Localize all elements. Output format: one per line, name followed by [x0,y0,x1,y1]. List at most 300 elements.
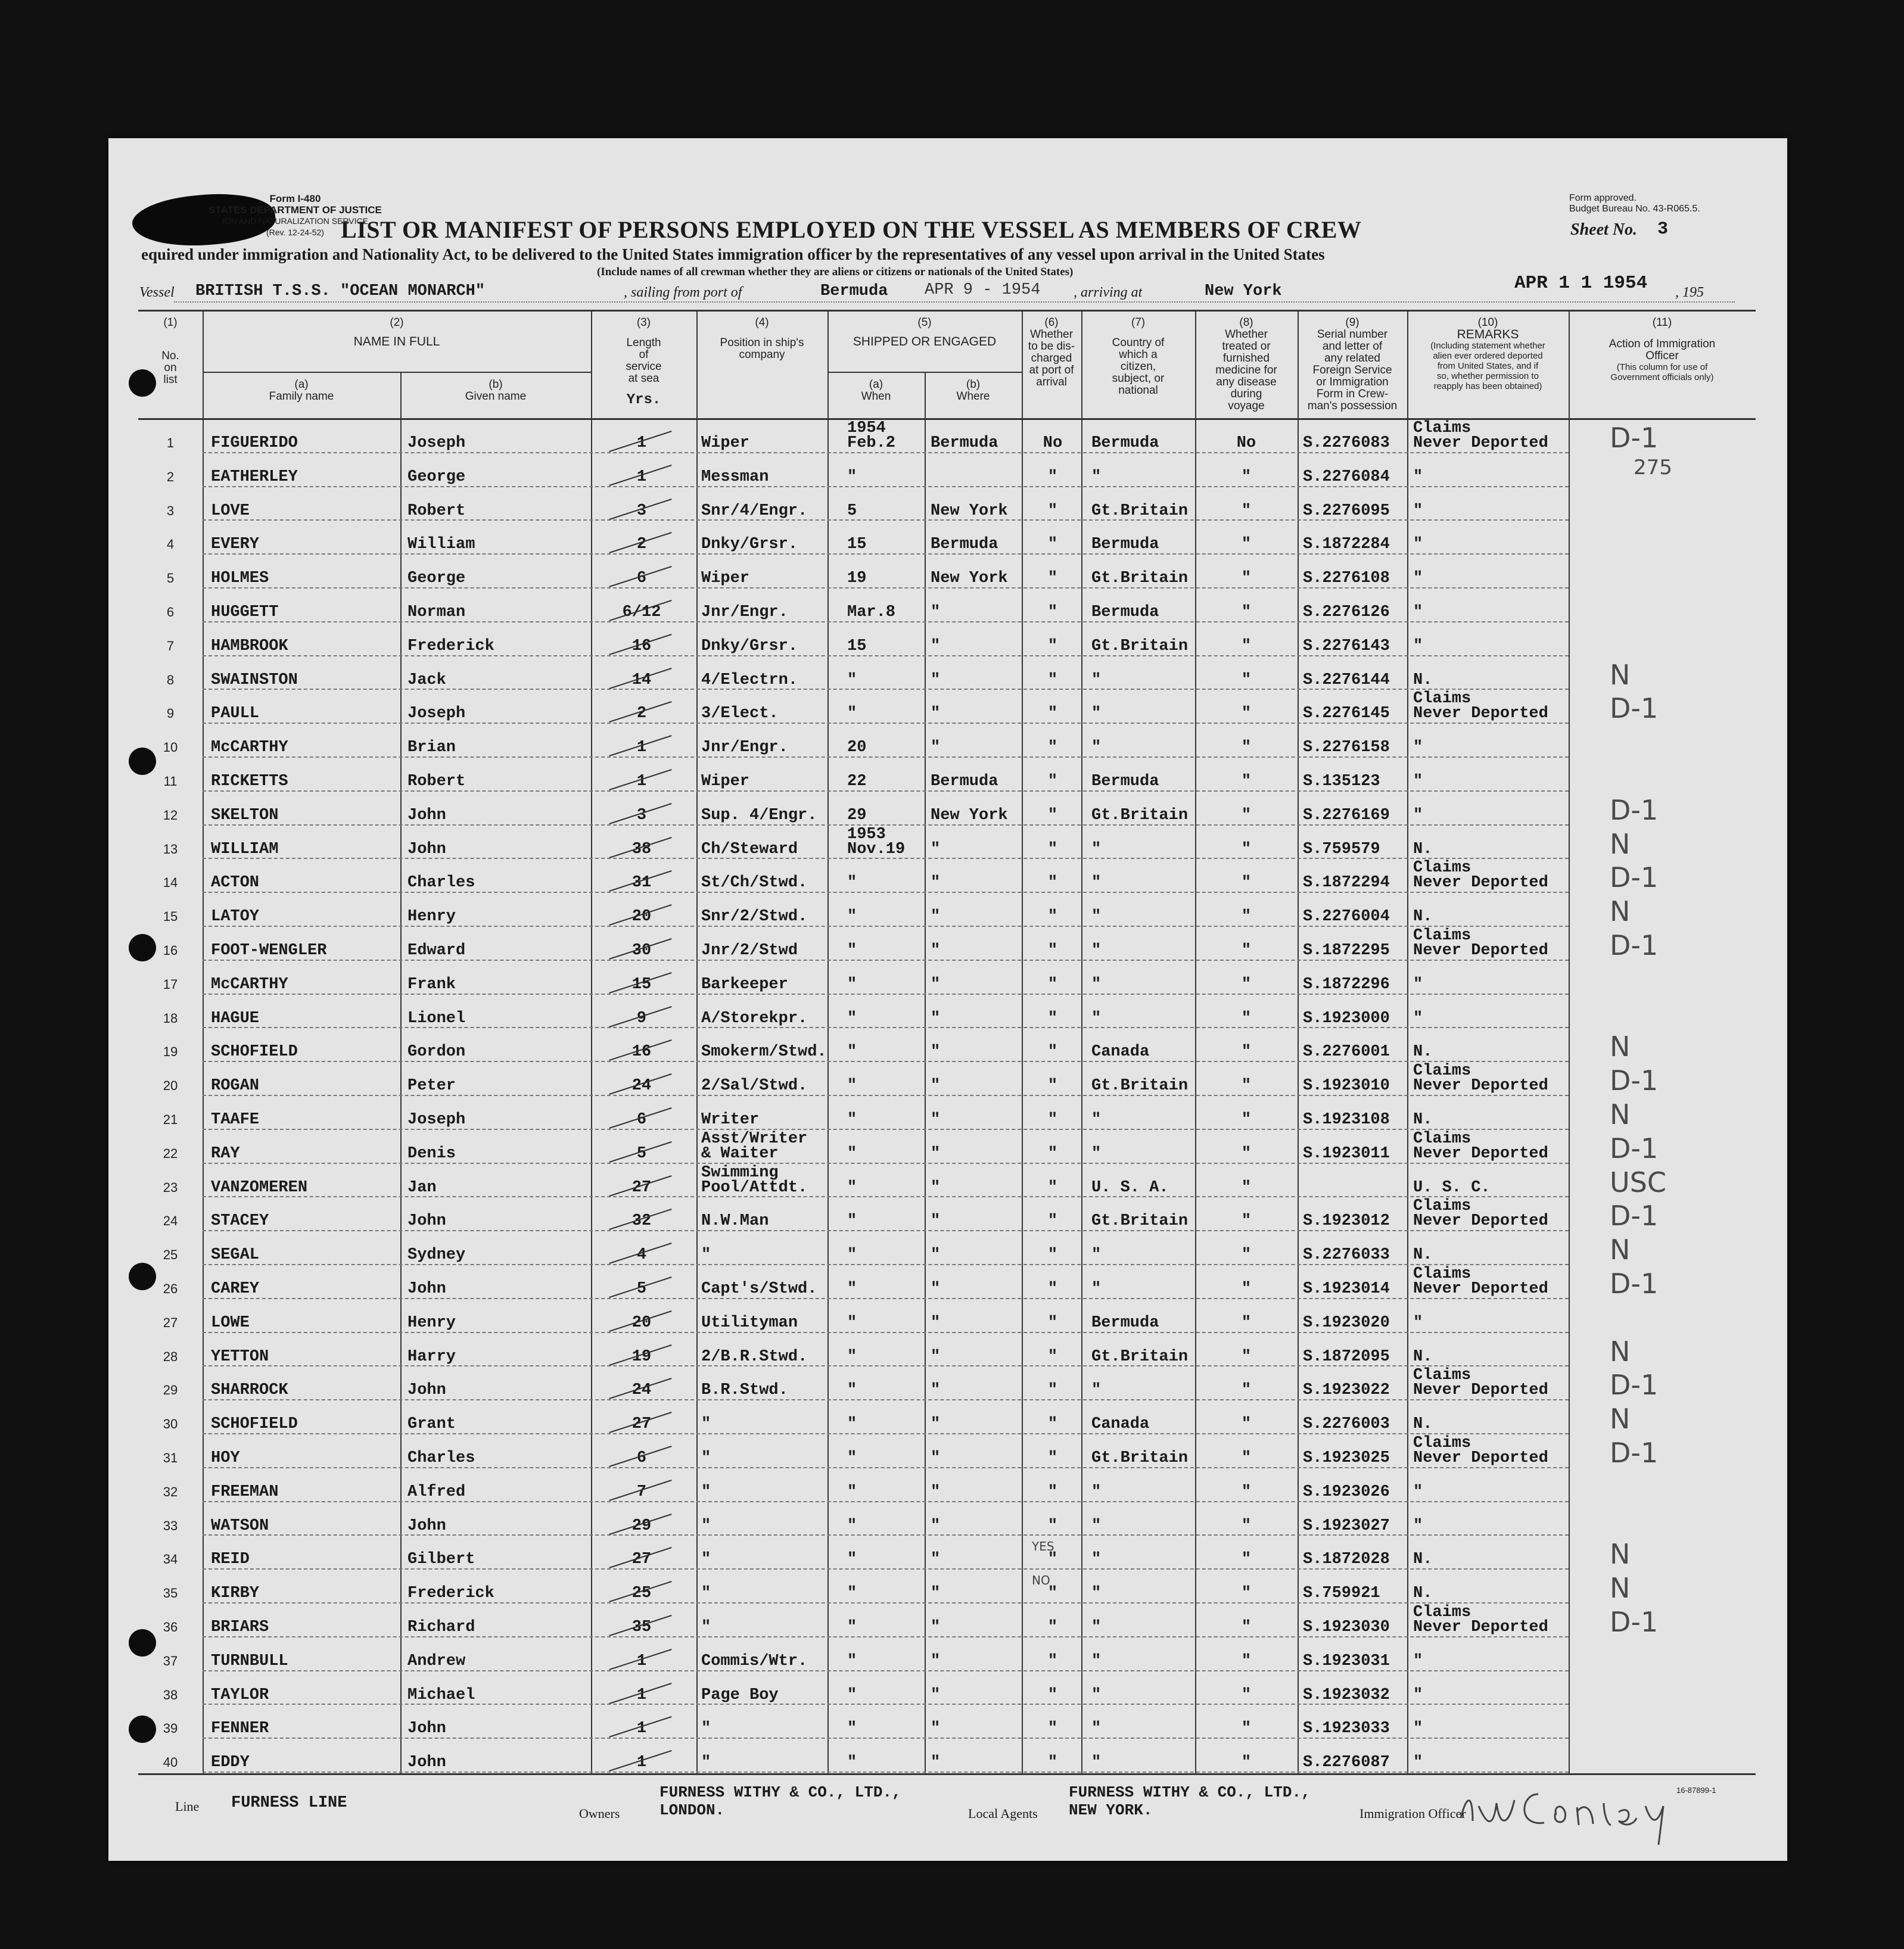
page-title: LIST OR MANIFEST OF PERSONS EMPLOYED ON THE VESSEL AS MEMBERS OF CREW [341,216,1362,243]
country-cell: " [1091,1652,1102,1670]
service-cell: 29 [631,1517,652,1535]
treated-cell: " [1241,1584,1252,1603]
header-text: at sea [628,372,659,385]
row-number: 22 [163,1145,178,1161]
serial-cell: S.2276095 [1303,502,1390,520]
given-name-cell: George [407,468,466,486]
row-number: 25 [163,1247,178,1263]
when-cell: " [847,1754,857,1772]
header-text: (Including statement whether [1430,341,1545,351]
country-cell: Gt.Britain [1091,1212,1189,1231]
where-cell: " [931,705,941,723]
treated-cell: " [1241,739,1252,757]
position-cell: Writer [701,1111,760,1129]
country-cell: " [1091,1584,1102,1603]
punch-hole [129,748,156,775]
treated-cell: " [1241,942,1252,960]
discharged-cell: " [1047,1043,1058,1061]
discharged-cell: " [1047,1754,1058,1772]
header-text: (10) [1477,316,1498,329]
row-separator [203,892,1569,893]
row-number: 26 [163,1281,178,1296]
header-text: during [1230,388,1262,400]
discharged-cell: " [1047,908,1058,926]
where-cell: " [931,1584,941,1603]
given-name-cell: Michael [407,1686,475,1704]
service-cell: 27 [631,1415,652,1434]
service-cell: 6 [636,1449,647,1467]
row-separator [203,1264,1569,1265]
row-separator [203,1433,1569,1434]
family-name-cell: CAREY [211,1280,260,1298]
row-number: 12 [163,807,178,823]
position-top-cell: Asst/Writer [701,1129,808,1148]
serial-cell: S.1923033 [1303,1720,1390,1738]
col-rule [1081,310,1082,1773]
header-text: to be dis- [1028,340,1075,353]
header-text: so, whether permission to [1437,371,1539,381]
country-cell: " [1091,874,1102,892]
given-name-cell: Sydney [407,1246,466,1265]
given-name-cell: John [407,1720,446,1738]
header-text: at port of [1029,364,1074,376]
header-text: of [639,348,649,361]
country-cell: Canada [1091,1043,1150,1061]
treated-cell: " [1241,502,1252,520]
where-cell: " [931,1415,941,1434]
given-name-cell: Henry [407,908,456,926]
service-cell: 9 [636,1009,647,1028]
where-cell: " [931,1449,941,1467]
row-number: 16 [163,943,178,958]
officer-action-mark: N [1610,1335,1631,1368]
row-separator [203,1196,1569,1197]
when-cell: " [847,1077,857,1095]
position-cell: " [701,1246,711,1265]
row-number: 10 [163,740,178,755]
header-bottom-rule [138,418,1756,420]
discharged-cell: " [1047,773,1058,790]
header-text: (3) [636,316,651,329]
where-cell: Bermuda [931,535,998,554]
position-cell: Capt's/Stwd. [701,1280,817,1298]
serial-cell: S.1923031 [1303,1652,1390,1670]
sailing-date-stamp: APR 9 - 1954 [925,281,1041,299]
treated-cell: " [1241,1111,1252,1129]
where-cell: New York [931,569,1008,588]
row-number: 24 [163,1213,178,1229]
row-separator [203,756,1569,758]
treated-cell: " [1241,1381,1252,1400]
header-text: (2) [390,316,404,329]
discharged-cell: " [1047,840,1058,858]
treated-cell: " [1241,1009,1252,1028]
where-cell: " [931,637,941,655]
family-name-cell: McCARTHY [211,975,288,994]
country-cell: Gt.Britain [1091,502,1189,520]
discharged-cell: " [1047,1313,1058,1332]
treated-cell: " [1241,1720,1252,1738]
serial-cell: S.1923022 [1303,1381,1390,1400]
given-name-cell: Gilbert [407,1551,475,1569]
discharged-cell: " [1047,1652,1058,1670]
header-text: list [163,373,178,386]
serial-cell: S.1923010 [1303,1077,1390,1095]
country-cell: Gt.Britain [1091,806,1189,824]
discharged-cell: " [1047,1178,1058,1197]
given-name-cell: Joseph [407,434,466,452]
service-cell: 5 [636,1144,647,1163]
given-name-cell: Norman [407,603,466,621]
remarks-cell: N. [1413,1347,1433,1366]
officer-action-mark: USC [1610,1166,1666,1198]
header-text: NAME IN FULL [353,335,440,348]
punch-hole [129,1263,156,1290]
header-text: Length [626,337,661,349]
family-name-cell: TAYLOR [211,1686,269,1704]
remarks-cell: " [1413,1754,1423,1772]
remarks-cell: Never Deported [1413,434,1548,452]
given-name-cell: Jan [407,1178,437,1197]
given-name-cell: Alfred [407,1483,466,1501]
family-name-cell: EATHERLEY [211,468,298,486]
header-text: (1) [163,316,178,329]
family-name-cell: SWAINSTON [211,671,298,689]
given-name-cell: John [407,1754,446,1772]
country-cell: Canada [1091,1415,1150,1434]
remarks-cell: " [1413,1686,1423,1704]
when-year-cell: 1953 [847,825,886,843]
row-separator [203,1399,1569,1400]
serial-cell: S.1923030 [1303,1618,1390,1636]
where-cell: " [931,975,941,994]
family-name-cell: HUGGETT [211,603,279,621]
officer-action-mark: N [1610,895,1631,928]
row-number: 17 [163,976,178,992]
position-cell: Pool/Attdt. [701,1178,808,1197]
family-name-cell: FREEMAN [211,1483,279,1501]
given-name-cell: Jack [407,671,446,689]
position-cell: Jnr/Engr. [701,739,788,757]
when-cell: " [847,1483,857,1501]
given-name-cell: Charles [407,874,475,892]
country-cell: " [1091,468,1102,486]
remarks-cell: Never Deported [1413,874,1548,892]
treated-cell: " [1241,535,1252,554]
officer-action-mark: N [1610,1572,1631,1605]
family-name-cell: YETTON [211,1347,269,1366]
when-cell: " [847,1381,857,1400]
name-sub-rule [203,372,591,373]
remarks-cell: N. [1413,1551,1433,1569]
serial-cell: S.1872095 [1303,1347,1390,1366]
when-cell: " [847,1111,857,1129]
header-where [925,379,1022,403]
family-name-cell: FENNER [211,1720,269,1738]
treated-cell: " [1241,1246,1252,1265]
header-unit: Yrs. [626,392,661,408]
remarks-cell: " [1413,1720,1423,1738]
family-name-cell: HOLMES [211,569,269,588]
col-rule [1195,310,1196,1773]
row-number: 3 [166,503,175,518]
remarks-cell: Never Deported [1413,1449,1548,1467]
position-cell: Wiper [701,434,750,452]
when-cell: " [847,975,857,994]
treated-cell: " [1241,975,1252,994]
given-name-cell: Andrew [407,1652,466,1670]
col-rule [696,310,698,1773]
serial-cell: S.1923108 [1303,1111,1390,1129]
when-cell: " [847,1652,857,1670]
row-separator [203,960,1569,961]
service-cell: 2 [636,705,647,723]
family-name-cell: RAY [211,1144,240,1163]
family-name-cell: WATSON [211,1517,269,1535]
owners-line-2: LONDON. [659,1801,725,1819]
arriving-label: , arriving at [1074,285,1143,300]
budget-number: Budget Bureau No. 43-R065.5. [1569,204,1700,214]
header-text: (This column for use of [1616,362,1708,372]
given-name-cell: Robert [407,502,466,520]
serial-cell: S.1923032 [1303,1686,1390,1704]
line-name: FURNESS LINE [231,1794,347,1812]
row-separator [203,1771,1569,1773]
serial-cell: S.2276004 [1303,908,1390,926]
row-number: 33 [163,1518,178,1533]
discharged-cell: " [1047,637,1058,655]
discharged-cell: " [1047,502,1058,520]
header-text: company [739,348,785,361]
header-text: (9) [1345,316,1359,329]
given-name-cell: John [407,1212,446,1231]
position-cell: " [701,1551,711,1569]
treated-cell: " [1241,1280,1252,1298]
vessel-name: BRITISH T.S.S. "OCEAN MONARCH" [195,282,486,300]
country-cell: " [1091,1246,1102,1265]
col-rule [591,310,592,1773]
remarks-claims-cell: Claims [1413,1062,1471,1081]
position-cell: Utilityman [701,1313,798,1332]
owners-line-1: FURNESS WITHY & CO., LTD., [659,1783,901,1801]
treated-cell: " [1241,1686,1252,1704]
col-rule [203,310,204,1773]
form-approved: Form approved. [1569,193,1637,203]
row-separator [203,858,1569,859]
treated-cell: " [1241,569,1252,588]
officer-action-mark: N [1610,1403,1631,1436]
remarks-cell: N. [1413,1246,1433,1265]
sheet-number: 3 [1657,219,1669,239]
when-cell: 15 [847,637,867,655]
position-cell: B.R.Stwd. [701,1381,788,1400]
discharged-cell: " [1047,739,1058,757]
service-cell: 7 [636,1483,647,1501]
row-number: 40 [163,1755,178,1770]
position-cell: " [701,1449,711,1467]
family-name-cell: SCHOFIELD [211,1043,298,1061]
position-cell: " [701,1584,711,1603]
where-cell: " [931,874,941,892]
discharged-cell: " [1047,535,1058,554]
remarks-cell: N. [1413,1415,1433,1434]
remarks-cell: " [1413,1652,1423,1670]
owners-label: Owners [579,1806,620,1821]
service-cell: 6/12 [622,603,661,621]
discharged-cell: " [1047,671,1058,689]
serial-cell: S.2276158 [1303,739,1390,757]
treated-cell: " [1241,1313,1252,1332]
row-number: 4 [166,537,175,552]
row-separator [203,1027,1569,1028]
header-text: subject, or [1112,372,1165,385]
row-number: 2 [166,469,175,484]
family-name-cell: EVERY [211,535,260,554]
service-cell: 30 [631,942,652,960]
discharged-cell: " [1047,1415,1058,1434]
given-name-cell: John [407,806,446,824]
position-cell: Commis/Wtr. [701,1652,808,1670]
header-text: Given name [465,390,527,403]
service-cell: 31 [631,874,652,892]
serial-cell: S.2276033 [1303,1246,1390,1265]
position-cell: Ch/Steward [701,840,798,858]
when-cell: " [847,1178,857,1197]
given-name-cell: William [407,535,475,554]
header-text: which a [1119,348,1158,361]
serial-cell: S.1923020 [1303,1313,1390,1332]
family-name-cell: FIGUERIDO [211,434,298,452]
officer-action-mark: N [1610,1030,1631,1063]
row-separator [203,926,1569,927]
col-rule [925,372,926,1773]
position-cell: Messman [701,468,769,486]
row-separator [203,1230,1569,1231]
where-cell: " [931,1246,941,1265]
agents-line-2: NEW YORK. [1069,1801,1153,1819]
treated-cell: " [1241,1212,1252,1231]
header-text: (6) [1044,316,1059,329]
row-separator [203,587,1569,589]
remarks-claims-cell: Claims [1413,419,1471,437]
header-treated [1195,317,1298,412]
family-name-cell: SKELTON [211,806,279,824]
row-number: 27 [163,1315,178,1330]
given-name-cell: Denis [407,1144,456,1163]
header-name-in-full [203,317,591,348]
discharged-cell: " [1047,1212,1058,1231]
position-cell: A/Storekpr. [701,1009,808,1028]
row-separator [203,1670,1569,1671]
discharged-cell: " [1047,1618,1058,1636]
when-cell: " [847,1246,857,1265]
family-name-cell: TAAFE [211,1111,260,1129]
position-cell: 2/Sal/Stwd. [701,1077,808,1095]
row-separator [203,1636,1569,1637]
service-cell: 1 [636,1686,647,1704]
officer-action-mark: D-1 [1610,1200,1659,1232]
when-cell: " [847,1415,857,1434]
treated-cell: " [1241,1347,1252,1366]
approval-block [1569,193,1700,214]
header-discharged [1022,317,1081,388]
discharged-cell: " [1047,1246,1058,1265]
agents-name [1069,1783,1311,1819]
remarks-cell: Never Deported [1413,1381,1548,1400]
officer-action-mark: D-1 [1610,1369,1659,1402]
officer-action-mark: D-1 [1610,692,1659,725]
serial-cell: S.1923026 [1303,1483,1390,1501]
position-cell: & Waiter [701,1144,779,1163]
country-cell: Bermuda [1091,434,1159,452]
header-serial-number [1298,317,1407,412]
service-cell: 32 [631,1212,652,1231]
treated-cell: " [1241,705,1252,723]
remarks-claims-cell: Claims [1413,1197,1471,1216]
where-cell: " [931,840,941,858]
punch-hole [129,1629,156,1657]
subtitle: equired under immigration and Nationality Act, to be delivered to the United States immigration officer by the representatives of any vessel upon arrival in the United States [141,245,1325,263]
where-cell: " [931,739,941,757]
row-separator [203,655,1569,656]
country-cell: " [1091,908,1102,926]
row-number: 14 [163,875,178,891]
col-rule [400,372,402,1773]
family-name-cell: HAGUE [211,1009,260,1028]
row-number: 37 [163,1653,178,1668]
given-name-cell: John [407,1381,446,1400]
row-number: 11 [163,774,178,789]
service-cell: 25 [631,1584,652,1603]
where-cell: " [931,1551,941,1569]
officer-action-mark: D-1 [1610,929,1659,961]
remarks-claims-cell: Claims [1413,927,1471,945]
service-cell: 15 [631,975,652,994]
remarks-cell: N. [1413,671,1433,689]
header-text: Whether [1225,328,1268,341]
family-name-cell: ROGAN [211,1077,260,1095]
officer-action-mark: D-1 [1610,1132,1659,1165]
when-cell: Nov.19 [847,840,906,858]
when-cell: 29 [847,806,867,824]
country-cell: " [1091,739,1102,757]
country-cell: Gt.Britain [1091,1077,1189,1095]
service-cell: 1 [636,1754,647,1772]
header-country [1081,317,1195,397]
family-name-cell: TURNBULL [211,1652,288,1670]
row-number: 19 [163,1044,178,1060]
family-name-cell: WILLIAM [211,840,279,858]
given-name-cell: Brian [407,739,456,757]
country-cell: " [1091,1686,1102,1704]
where-cell: " [931,1347,941,1366]
officer-action-mark: D-1 [1610,422,1659,454]
discharged-cell: " [1047,1686,1058,1704]
header-text: Foreign Service [1312,364,1392,376]
position-cell: Jnr/2/Stwd [701,942,798,960]
when-cell: 19 [847,569,867,588]
remarks-cell: " [1413,502,1423,520]
remarks-claims-cell: Claims [1413,1129,1471,1148]
when-year-cell: 1954 [847,419,886,437]
sailing-port: Bermuda [820,282,888,300]
position-cell: St/Ch/Stwd. [701,874,808,892]
service-cell: 24 [631,1381,652,1400]
officer-action-mark: 275 [1634,455,1672,480]
where-cell: Bermuda [931,773,998,790]
row-separator [203,689,1569,690]
discharged-cell: " [1047,1449,1058,1467]
